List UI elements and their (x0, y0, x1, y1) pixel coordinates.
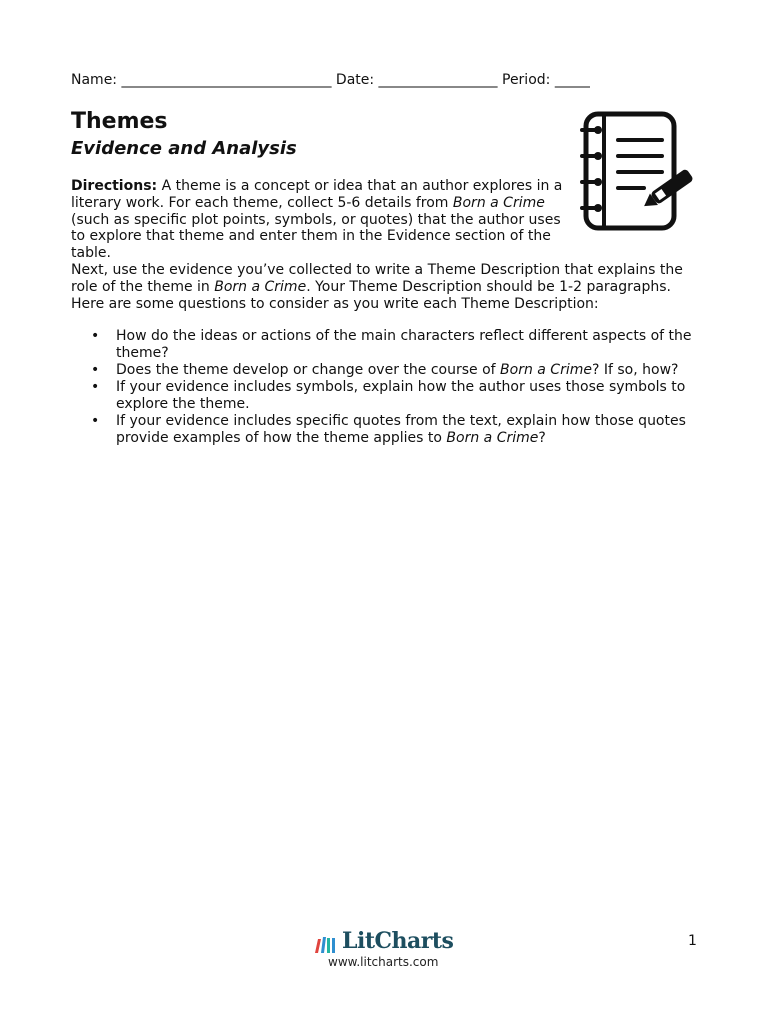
bullet-icon: • (91, 328, 100, 344)
question-text-b: ? If so, how? (591, 362, 679, 379)
next-text-a: Next, use the evidence you’ve collected to write a Theme Description that explains the role of the theme in (71, 262, 683, 295)
list-item (71, 328, 701, 362)
question-text: If your evidence includes symbols, explain how the author uses those symbols to explore the theme. (116, 379, 686, 413)
question-text: How do the ideas or actions of the main characters reflect different aspects of the theme? (116, 328, 692, 361)
list-item (71, 379, 701, 413)
bullet-icon: • (91, 413, 100, 430)
bullet-icon: • (91, 379, 100, 396)
book-title: Born a Crime (500, 362, 592, 379)
litcharts-logo[interactable] (312, 928, 462, 976)
page-title: Themes (71, 109, 168, 134)
book-title: Born a Crime (446, 430, 539, 447)
book-title: Born a Crime (214, 278, 307, 295)
book-title: Born a Crime (452, 194, 545, 211)
page-subtitle: Evidence and Analysis (71, 138, 297, 159)
student-info-line: Name: ______________________________ Date: _________________ Period: _____ (71, 72, 590, 88)
directions-paragraph (71, 178, 571, 262)
question-text-a: If your evidence includes specific quotes from the text, explain how those quotes provide examples of how the theme applies to (116, 413, 686, 447)
next-text-b: . Your Theme Description should be 1-2 paragraphs. Here are some questions to consider as you write each Theme Description: (71, 278, 671, 312)
notebook-with-pen-icon (574, 108, 698, 236)
question-text-a: Does the theme develop or change over the course of (116, 362, 501, 379)
bullet-icon: • (91, 362, 100, 379)
list-item (71, 362, 701, 379)
question-text-b: ? (538, 430, 546, 447)
logo-url[interactable]: www.litcharts.com (328, 955, 439, 969)
next-paragraph (71, 262, 701, 312)
page-number: 1 (688, 933, 697, 949)
litcharts-bars-icon (313, 935, 339, 953)
question-list (71, 328, 701, 448)
list-item (71, 413, 701, 447)
directions-text-a: A theme is a concept or idea that an author explores in a literary work. For each theme, collect 5-6 details from (71, 178, 563, 211)
directions-label: Directions: (71, 178, 158, 194)
directions-text-b: (such as specific plot points, symbols, or quotes) that the author uses to explore that theme and enter them in the Evidence section of the table. (71, 211, 561, 262)
logo-brand: LitCharts (342, 928, 454, 954)
